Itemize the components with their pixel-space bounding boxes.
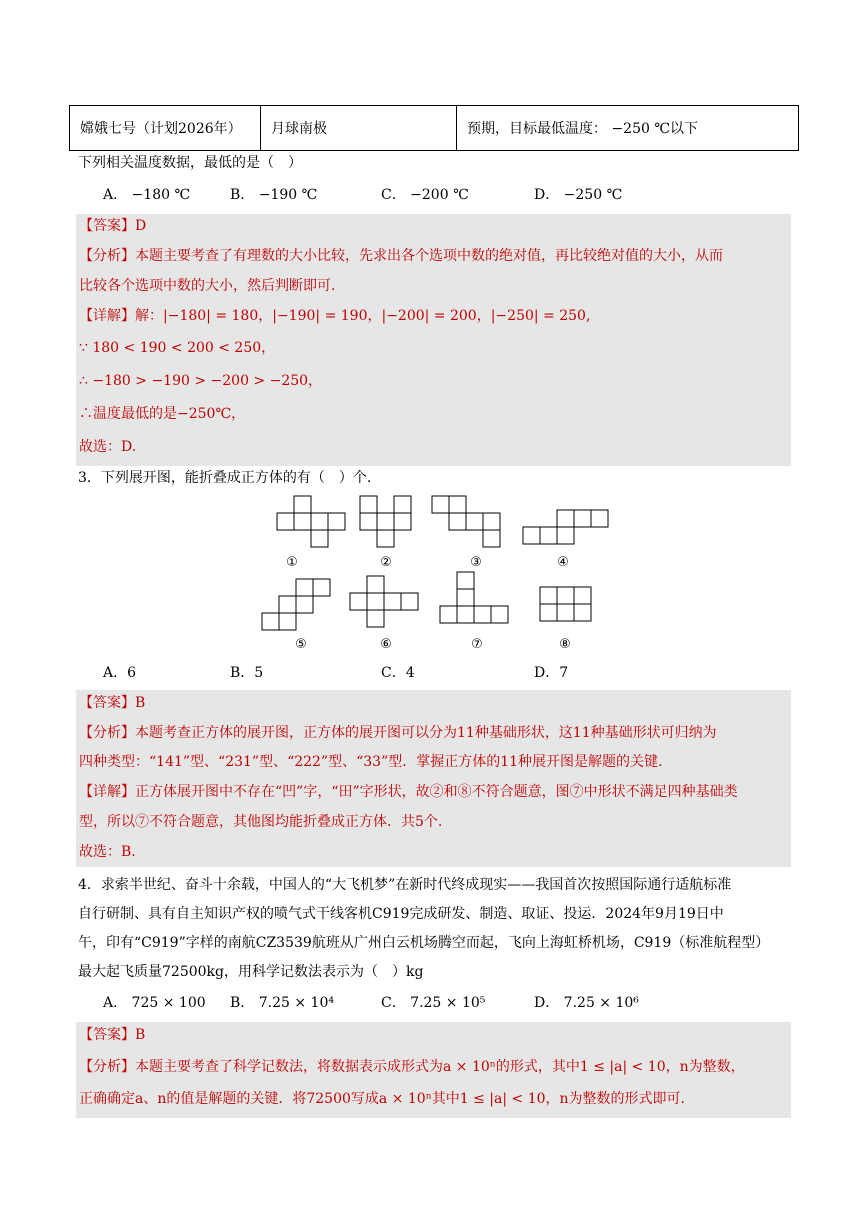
net-label-1: ① [286,555,298,570]
q2-answer: 【答案】D [79,218,147,234]
q3-option-b: B．5 [230,665,264,681]
q3-analysis-line1: 【分析】本题考查正方体的展开图，正方体的展开图可以分为11种基础形状，这11种基础形状可归纳为 [79,725,717,741]
net-1 [277,496,345,547]
net-5 [262,579,330,630]
q2-detail-line3: ∴ −180 > −190 > −200 > −250， [79,373,323,389]
q3-answer: 【答案】B [79,695,146,711]
net-6 [350,576,418,627]
q2-option-a: A． −180 ℃ [103,187,191,203]
q3-option-a: A．6 [103,665,137,681]
q2-option-c: C． −200 ℃ [381,187,469,203]
q4-option-a: A． 725 × 100 [103,995,206,1011]
q2-option-d: D． −250 ℃ [534,187,623,203]
q4-stem-line1: 4．求索半世纪、奋斗十余载，中国人的“大飞机梦”在新时代终成现实——我国首次按照国际通行适航标准 [78,877,732,893]
net-label-6: ⑥ [380,637,392,652]
q3-solution-box [76,690,791,867]
q3-stem: 3．下列展开图，能折叠成正方体的有（ ）个. [78,470,372,486]
q4-option-b: B． 7.25 × 10⁴ [230,995,334,1011]
q4-solution-box [76,1022,791,1118]
net-label-7: ⑦ [471,637,483,652]
q2-detail-line1: 【详解】解：|−180| = 180，|−190| = 190，|−200| = 200，|−250| = 250, [79,308,591,324]
table-cell-temperature: 预期，目标最低温度： −250 ℃以下 [457,106,799,151]
net-8 [540,587,591,621]
q3-option-d: D．7 [534,665,569,681]
q2-stem: 下列相关温度数据，最低的是（ ） [78,155,302,171]
q3-detail-line2: 型，所以⑦不符合题意，其他图均能折叠成正方体．共5个. [79,814,443,830]
q4-option-d: D． 7.25 × 10⁶ [534,995,639,1011]
q2-detail-line2: ∵ 180 < 190 < 200 < 250， [79,340,276,356]
net-label-4: ④ [557,555,569,570]
net-label-2: ② [380,555,392,570]
net-label-3: ③ [470,555,482,570]
q4-stem-line3: 午，印有“C919”字样的南航CZ3539航班从广州白云机场腾空而起，飞向上海虹桥机场，C919（标准航程型） [78,935,770,951]
cube-nets-figure [255,492,615,652]
q3-option-c: C．4 [381,665,415,681]
table-cell-mission: 嫦娥七号（计划2026年） [70,106,261,151]
q2-analysis-line1: 【分析】本题主要考查了有理数的大小比较，先求出各个选项中数的绝对值，再比较绝对值的大小，从而 [79,248,723,264]
table-cell-location: 月球南极 [261,106,457,151]
q3-analysis-line2: 四种类型：“141”型、“231”型、“222”型、“33”型．掌握正方体的11种展开图是解题的关键. [79,754,663,770]
q3-detail-line1: 【详解】正方体展开图中不存在“凹”字，“田”字形状，故②和⑧不符合题意，图⑦中形状不满足四种基础类 [79,784,738,800]
q2-choose: 故选：D. [79,439,137,455]
q4-stem-line2: 自行研制、具有自主知识产权的喷气式干线客机C919完成研发、制造、取证、投运．2024年9月19日中 [78,906,724,922]
q2-solution-box [76,214,791,466]
net-2 [360,496,411,547]
net-label-5: ⑤ [295,637,307,652]
q2-option-b: B． −190 ℃ [230,187,318,203]
net-7 [440,572,508,623]
q2-detail-line4: ∴温度最低的是−250℃， [79,406,246,422]
info-table [69,105,799,151]
q4-analysis-line2: 正确确定a、n的值是解题的关键．将72500写成a × 10ⁿ其中1 ≤ |a| < 10，n为整数的形式即可. [79,1091,685,1107]
net-label-8: ⑧ [559,637,571,652]
q2-analysis-line2: 比较各个选项中数的大小，然后判断即可. [79,278,336,294]
net-3 [432,496,500,547]
q3-choose: 故选：B. [79,844,136,860]
q4-stem-line4: 最大起飞质量72500kg，用科学记数法表示为（ ）kg [78,964,424,980]
q4-analysis-line1: 【分析】本题主要考查了科学记数法，将数据表示成形式为a × 10ⁿ的形式，其中1 ≤ |a| < 10，n为整数， [79,1059,745,1075]
q4-answer: 【答案】B [79,1027,146,1043]
q4-option-c: C． 7.25 × 10⁵ [381,995,486,1011]
net-4 [523,510,608,544]
